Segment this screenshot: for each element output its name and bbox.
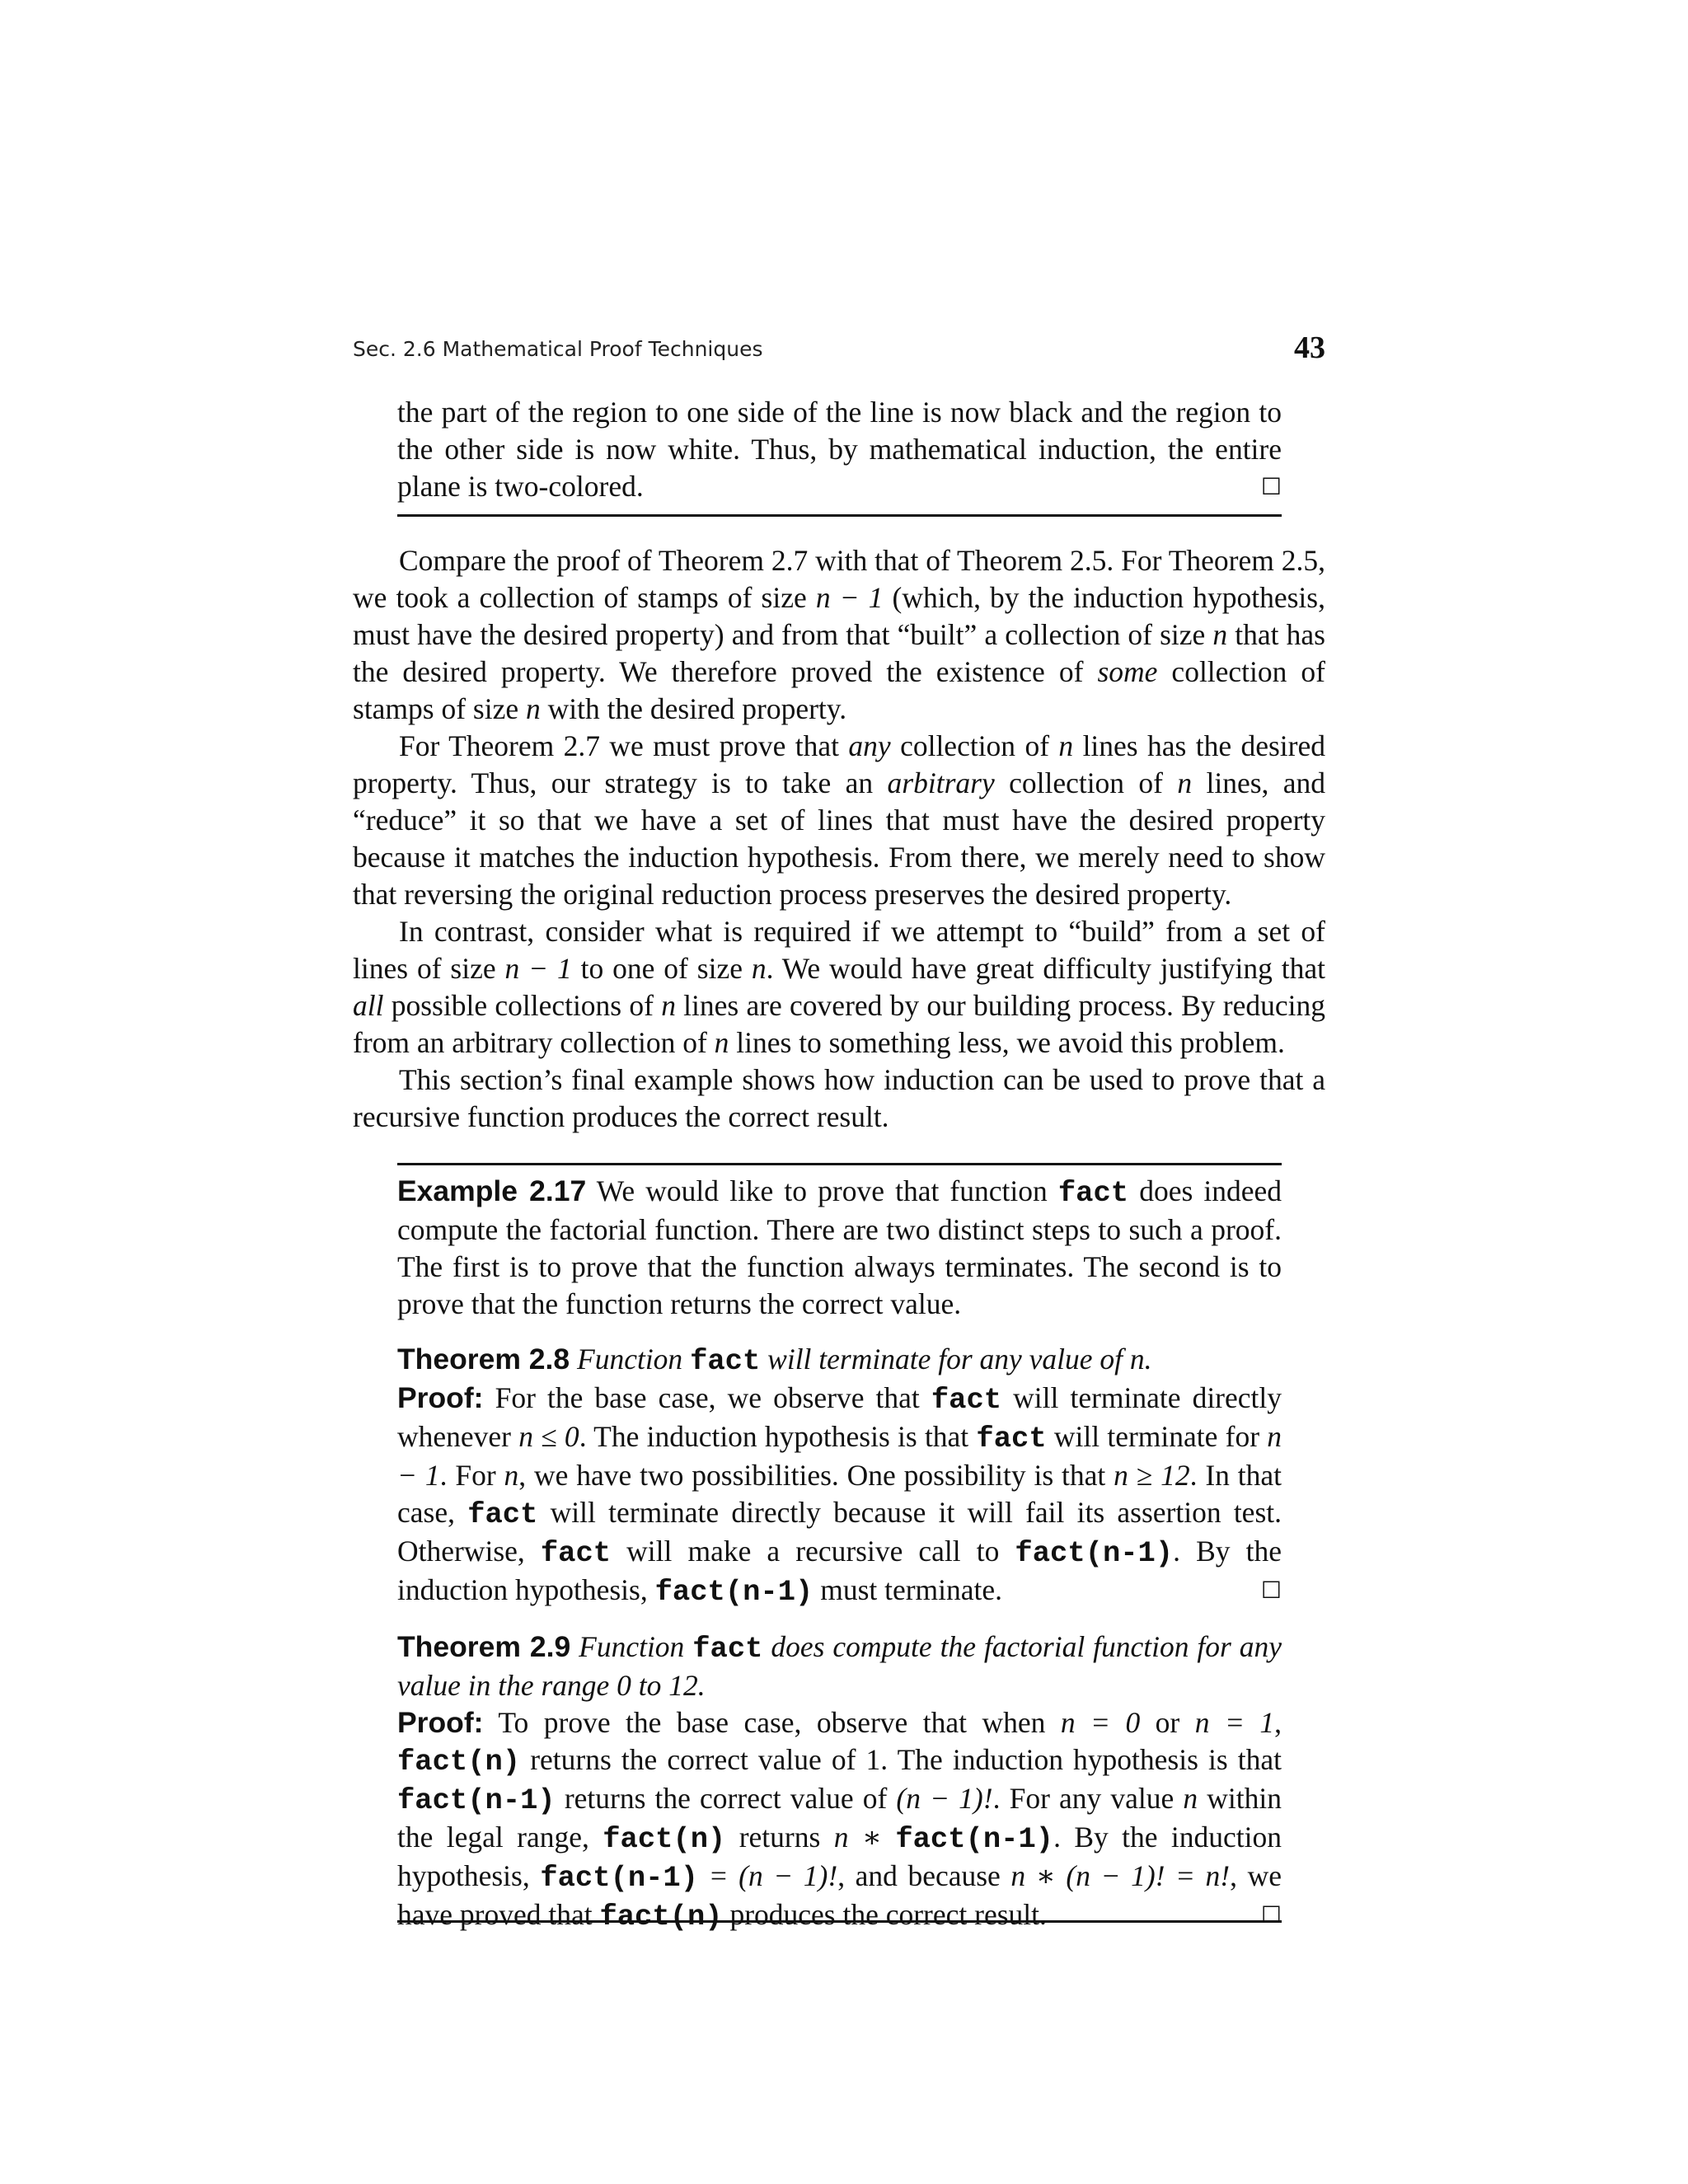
paragraph: Compare the proof of Theorem 2.7 with that of Theorem 2.5. For Theorem 2.5, we took a collection of stamps of size n − 1 (which, by the induction hypothesis, must have the desired property) and from that “built” a collection of size n that has the desired property. We therefore proved the existence of some collection of stamps of size n with the desired property. [353,544,1326,725]
theorem-2-8-proof: Proof: For the base case, we observe that fact will terminate directly whenever n ≤ 0. The induction hypothesis is that fact will terminate for n − 1. For n, we have two possibilities. One possibility is that n ≥ 12. In that case, fact will terminate directly because it will fail its assertion test. Otherwise, fact will make a recursive call to fact(n-1). By the induction hypothesis, fact(n-1) must terminate. ☐ [397,1381,1282,1609]
theorem-2-8-statement: Theorem 2.8 Function fact will terminate for any value of n. [397,1343,1152,1378]
qed-icon: ☐ [1260,1901,1282,1929]
page-number: 43 [1294,330,1325,365]
proof-continuation-text: the part of the region to one side of the line is now black and the region to the other side is now white. Thus, by mathematical induction, the entire plane is two-colored. ☐ [397,394,1282,505]
paragraph: For Theorem 2.7 we must prove that any collection of n lines has the desired property. Thus, our strategy is to take an arbitrary collection of n lines, and “reduce” it so that we have a set of lines that must have the desired property because it matches the induction hypothesis. From there, we merely need to show that reversing the original reduction process preserves the desired property. [353,729,1326,911]
paragraph: This section’s final example shows how induction can be used to prove that a recursive function produces the correct result. [353,1063,1325,1133]
theorem-label: Theorem 2.8 [397,1343,570,1376]
theorem-2-9-proof: Proof: To prove the base case, observe that when n = 0 or n = 1, fact(n) returns the correct value of 1. The induction hypothesis is that fact(n-1) returns the correct value of (n − 1)!. For any value n within the legal range, fact(n) returns n ∗ fact(n-1). By the induction hypothesis, fact(n-1) = (n − 1)!, and because n ∗ (n − 1)! = n!, we have proved that fact(n) produces the correct result. ☐ [397,1706,1282,1933]
example-box [397,1173,1282,1935]
paragraph: In contrast, consider what is required if we attempt to “build” from a set of lines of size n − 1 to one of size n. We would have great difficulty justifying that all possible collections of n lines are covered by our building process. By reducing from an arbitrary collection of n lines to something less, we avoid this problem. [353,915,1326,1059]
page-header [353,316,1325,366]
proof-label: Proof: [397,1381,484,1414]
qed-icon: ☐ [1260,1577,1282,1604]
theorem-label: Theorem 2.9 [397,1630,571,1663]
running-head: Sec. 2.6 Mathematical Proof Techniques [353,337,763,361]
section-rule-top [397,514,1282,517]
example-2-17: Example 2.17 We would like to prove that function fact does indeed compute the factorial function. There are two distinct steps to such a proof. The first is to prove that the function always terminates. The second is to prove that the function returns the correct value. [397,1174,1282,1320]
section-rule-bottom [397,1920,1282,1923]
theorem-2-9-statement: Theorem 2.9 Function fact does compute the factorial function for any value in the range 0 to 12. [397,1630,1282,1702]
body-text [353,542,1325,1136]
qed-icon: ☐ [1260,473,1282,500]
proof-continuation [397,394,1282,505]
section-rule-middle [397,1163,1282,1165]
proof-label: Proof: [397,1706,484,1739]
example-label: Example 2.17 [397,1174,587,1207]
